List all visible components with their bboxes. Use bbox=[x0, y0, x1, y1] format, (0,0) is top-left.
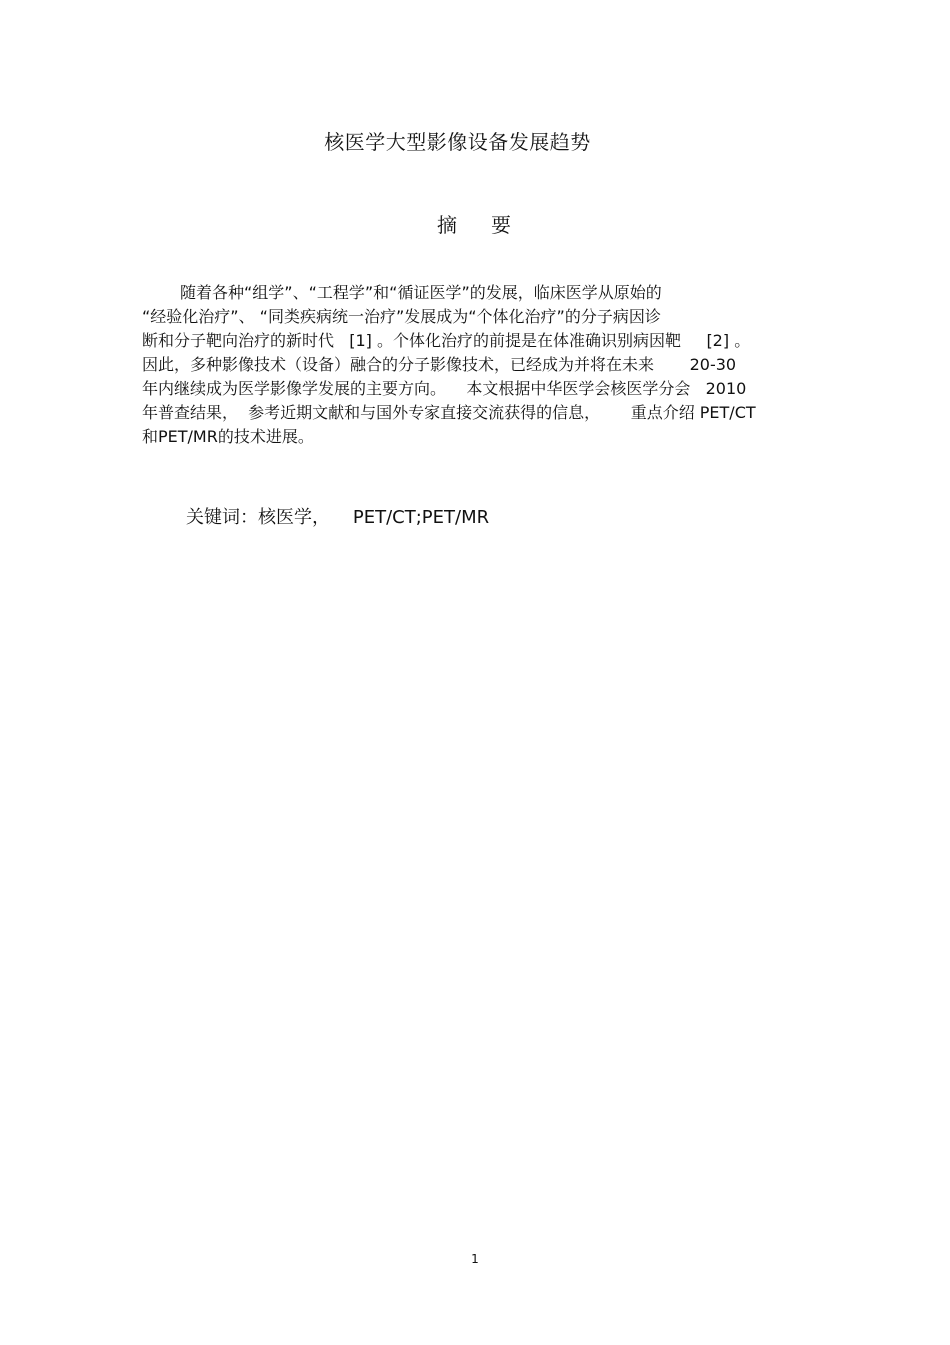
abstract-line: 因此，多种影像技术（设备）融合的分子影像技术，已经成为并将在未来 20-30 bbox=[142, 355, 737, 374]
abstract-line: 和PET/MR的技术进展。 bbox=[142, 427, 314, 446]
abstract-heading-left: 摘 bbox=[437, 213, 457, 237]
abstract-heading-right: 要 bbox=[491, 213, 511, 237]
abstract-line: 断和分子靶向治疗的新时代 [1] 。个体化治疗的前提是在体准确识别病因靶 [2] 。 bbox=[142, 331, 751, 350]
abstract-line: 年普查结果， 参考近期文献和与国外专家直接交流获得的信息， 重点介绍 PET/CT bbox=[142, 403, 756, 422]
abstract-line: “经验化治疗”、 “同类疾病统一治疗”发展成为“个体化治疗”的分子病因诊 bbox=[142, 307, 661, 326]
document-title: 核医学大型影像设备发展趋势 bbox=[324, 130, 591, 154]
abstract-line: 年内继续成为医学影像学发展的主要方向。 本文根据中华医学会核医学分会 2010 bbox=[142, 379, 747, 398]
abstract-line: 随着各种“组学”、“工程学”和“循证医学”的发展，临床医学从原始的 bbox=[180, 283, 662, 302]
keywords-line: 关键词：核医学， PET/CT;PET/MR bbox=[186, 507, 490, 528]
page-number: 1 bbox=[471, 1252, 479, 1266]
abstract-body bbox=[142, 281, 822, 449]
abstract-heading bbox=[0, 211, 948, 239]
